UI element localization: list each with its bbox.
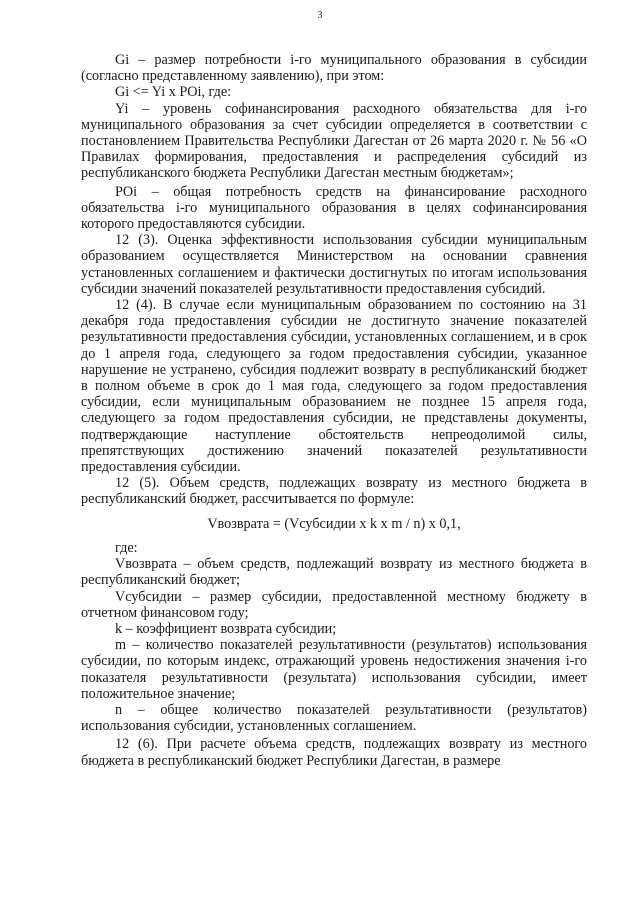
paragraph-m: m – количество показателей результативности (результатов) использования субсидии, по которым индекс, отражающий уровень недостижения значения i-го показателя результативности (результата) использования субсидии, имеет положительное значение; (81, 637, 587, 702)
paragraph-poi-definition: POi – общая потребность средств на финансирование расходного обязательства i-го муниципального образования в целях софинансирования которого предоставляются субсидии. (81, 183, 587, 233)
paragraph-k: k – коэффициент возврата субсидии; (115, 620, 337, 637)
paragraph-n: n – общее количество показателей результативности (результатов) использования субсидии, установленных соглашением. (81, 701, 587, 735)
page-number: 3 (317, 10, 323, 21)
paragraph-12-4: 12 (4). В случае если муниципальным образованием по состоянию на 31 декабря года предоставления субсидии не достигнуто значение показателей результативности предоставления субсидии, установленных соглашением, и в срок до 1 апреля года, следующего за годом предоставления субсидии, указанное нарушение не устранено, субсидия подлежит возврату в республиканский бюджет в полном объеме в срок до 1 мая года, следующего за годом предоставления субсидии, если муниципальным образованием не позднее 15 апреля года, следующего за годом предоставления субсидии, не представлены документы, подтверждающие наступление обстоятельств непреодолимой силы, препятствующих достижению значений показателей результативности предоставления субсидии. (81, 297, 587, 476)
paragraph-12-5: 12 (5). Объем средств, подлежащих возврату из местного бюджета в республиканский бюджет, рассчитывается по формуле: (81, 475, 587, 508)
paragraph-where: где: (115, 539, 138, 556)
paragraph-yi-definition: Yi – уровень софинансирования расходного обязательства для i-го муниципального образования за счет субсидии определяется в соответствии с постановлением Правительства Республики Дагестан от 26 марта 2020 г. № 56 «О Правилах формирования, предоставления и распределения субсидий из республиканского бюджета Республики Дагестан местным бюджетам»; (81, 100, 587, 182)
paragraph-12-3: 12 (3). Оценка эффективности использования субсидии муниципальным образованием осуществляется Министерством на основании сравнения установленных соглашением и фактически достигнутых по итогам использования субсидии значений показателей результативности предоставления субсидий. (81, 232, 587, 297)
paragraph-gi-definition: Gi – размер потребности i-го муниципального образования в субсидии (согласно представленному заявлению), при этом: (81, 52, 587, 85)
document-body (81, 52, 587, 769)
paragraph-12-6: 12 (6). При расчете объема средств, подлежащих возврату из местного бюджета в республиканский бюджет Республики Дагестан, в размере (81, 736, 587, 769)
return-volume-formula: Vвозврата = (Vсубсидии x k x m / n) x 0,1, (207, 515, 461, 532)
paragraph-gi-condition: Gi <= Yi x POi, где: (115, 84, 232, 101)
paragraph-v-return: Vвозврата – объем средств, подлежащий возврату из местного бюджета в республиканский бюджет; (81, 556, 587, 589)
paragraph-v-subsidy: Vсубсидии – размер субсидии, предоставленной местному бюджету в отчетном финансовом году; (81, 588, 587, 621)
